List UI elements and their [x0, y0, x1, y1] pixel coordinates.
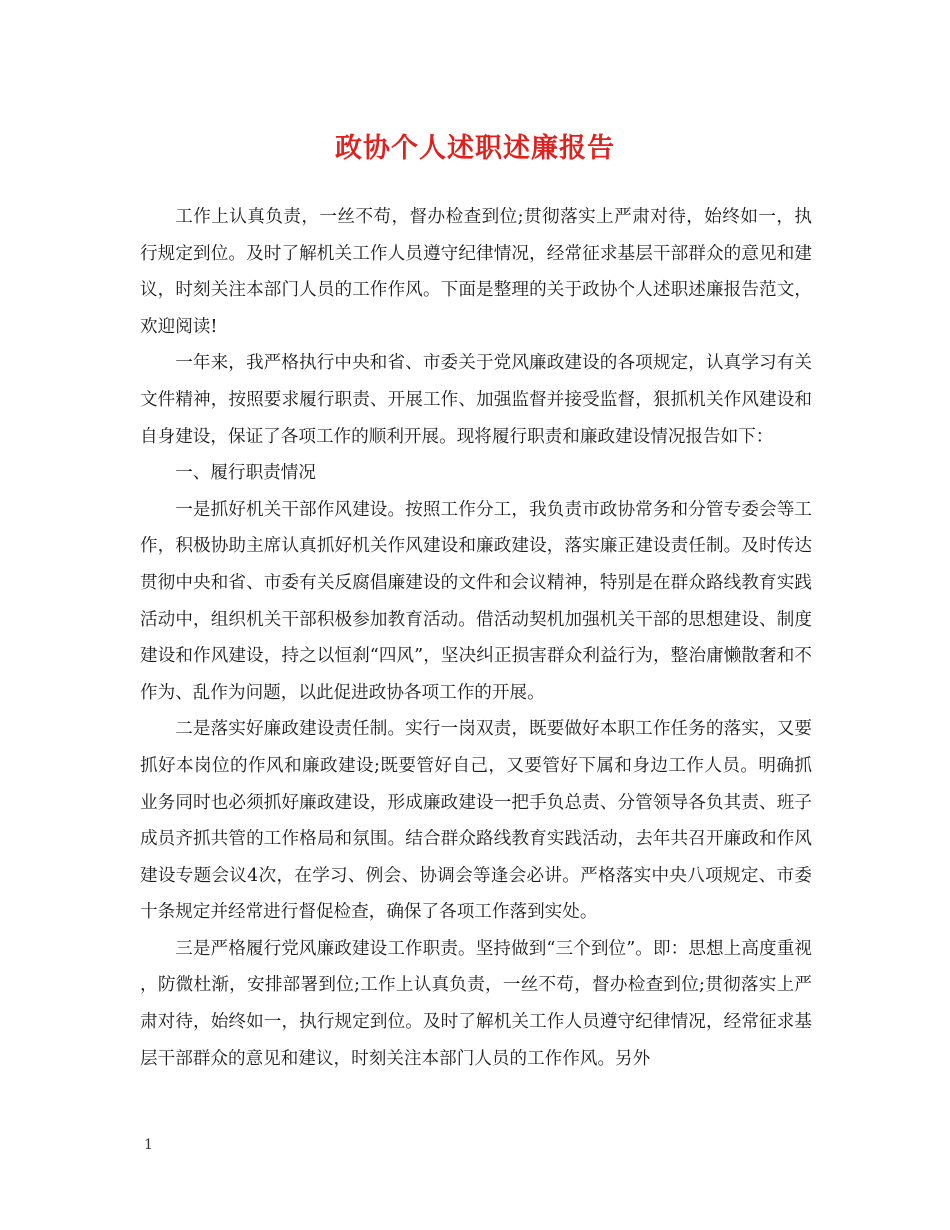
paragraph-intro: 工作上认真负责，一丝不苟，督办检查到位;贯彻落实上严肃对待，始终如一，执行规定到位。及时了解机关工作人员遵守纪律情况，经常征求基层干部群众的意见和建议，时刻关注本部门人员的工作作风。下面是整理的关于政协个人述职述廉报告范文，欢迎阅读! — [140, 207, 812, 337]
paragraph-overview: 一年来，我严格执行中央和省、市委关于党风廉政建设的各项规定，认真学习有关文件精神，按照要求履行职责、开展工作、加强监督并接受监督，狠抓机关作风建设和自身建设，保证了各项工作的顺利开展。现将履行职责和廉政建设情况报告如下： — [140, 353, 812, 447]
paragraph-item-one: 一是抓好机关干部作风建设。按照工作分工，我负责市政协常务和分管专委会等工作，积极协助主席认真抓好机关作风建设和廉政建设，落实廉正建设责任制。及时传达贯彻中央和省、市委有关反腐倡廉建设的文件和会议精神，特别是在群众路线教育实践活动中，组织机关干部积极参加教育活动。借活动契机加强机关干部的思想建设、制度建设和作风建设，持之以恒刹“四风”，坚决纠正损害群众利益行为，整治庸懒散奢和不作为、乱作为问题，以此促进政协各项工作的开展。 — [140, 499, 812, 703]
paragraph-item-three: 三是严格履行党风廉政建设工作职责。坚持做到“三个到位”。即：思想上高度重视，防微杜渐，安排部署到位;工作上认真负责，一丝不苟，督办检查到位;贯彻落实上严肃对待，始终如一，执行规定到位。及时了解机关工作人员遵守纪律情况，经常征求基层干部群众的意见和建议，时刻关注本部门人员的工作作风。另外 — [140, 938, 812, 1069]
page-number: 1 — [144, 1137, 153, 1153]
document-body — [140, 199, 812, 1077]
paragraph-item-two: 二是落实好廉政建设责任制。实行一岗双责，既要做好本职工作任务的落实，又要抓好本岗位的作风和廉政建设;既要管好自己，又要管好下属和身边工作人员。明确抓业务同时也必须抓好廉政建设，形成廉政建设一把手负总责、分管领导各负其责、班子成员齐抓共管的工作格局和氛围。结合群众路线教育实践活动，去年共召开廉政和作风建设专题会议4次，在学习、例会、协调会等逢会必讲。严格落实中央八项规定、市委十条规定并经常进行督促检查，确保了各项工作落到实处。 — [140, 719, 812, 923]
section-heading: 一、履行职责情况 — [175, 463, 316, 484]
document-title: 政协个人述职述廉报告 — [335, 133, 615, 164]
